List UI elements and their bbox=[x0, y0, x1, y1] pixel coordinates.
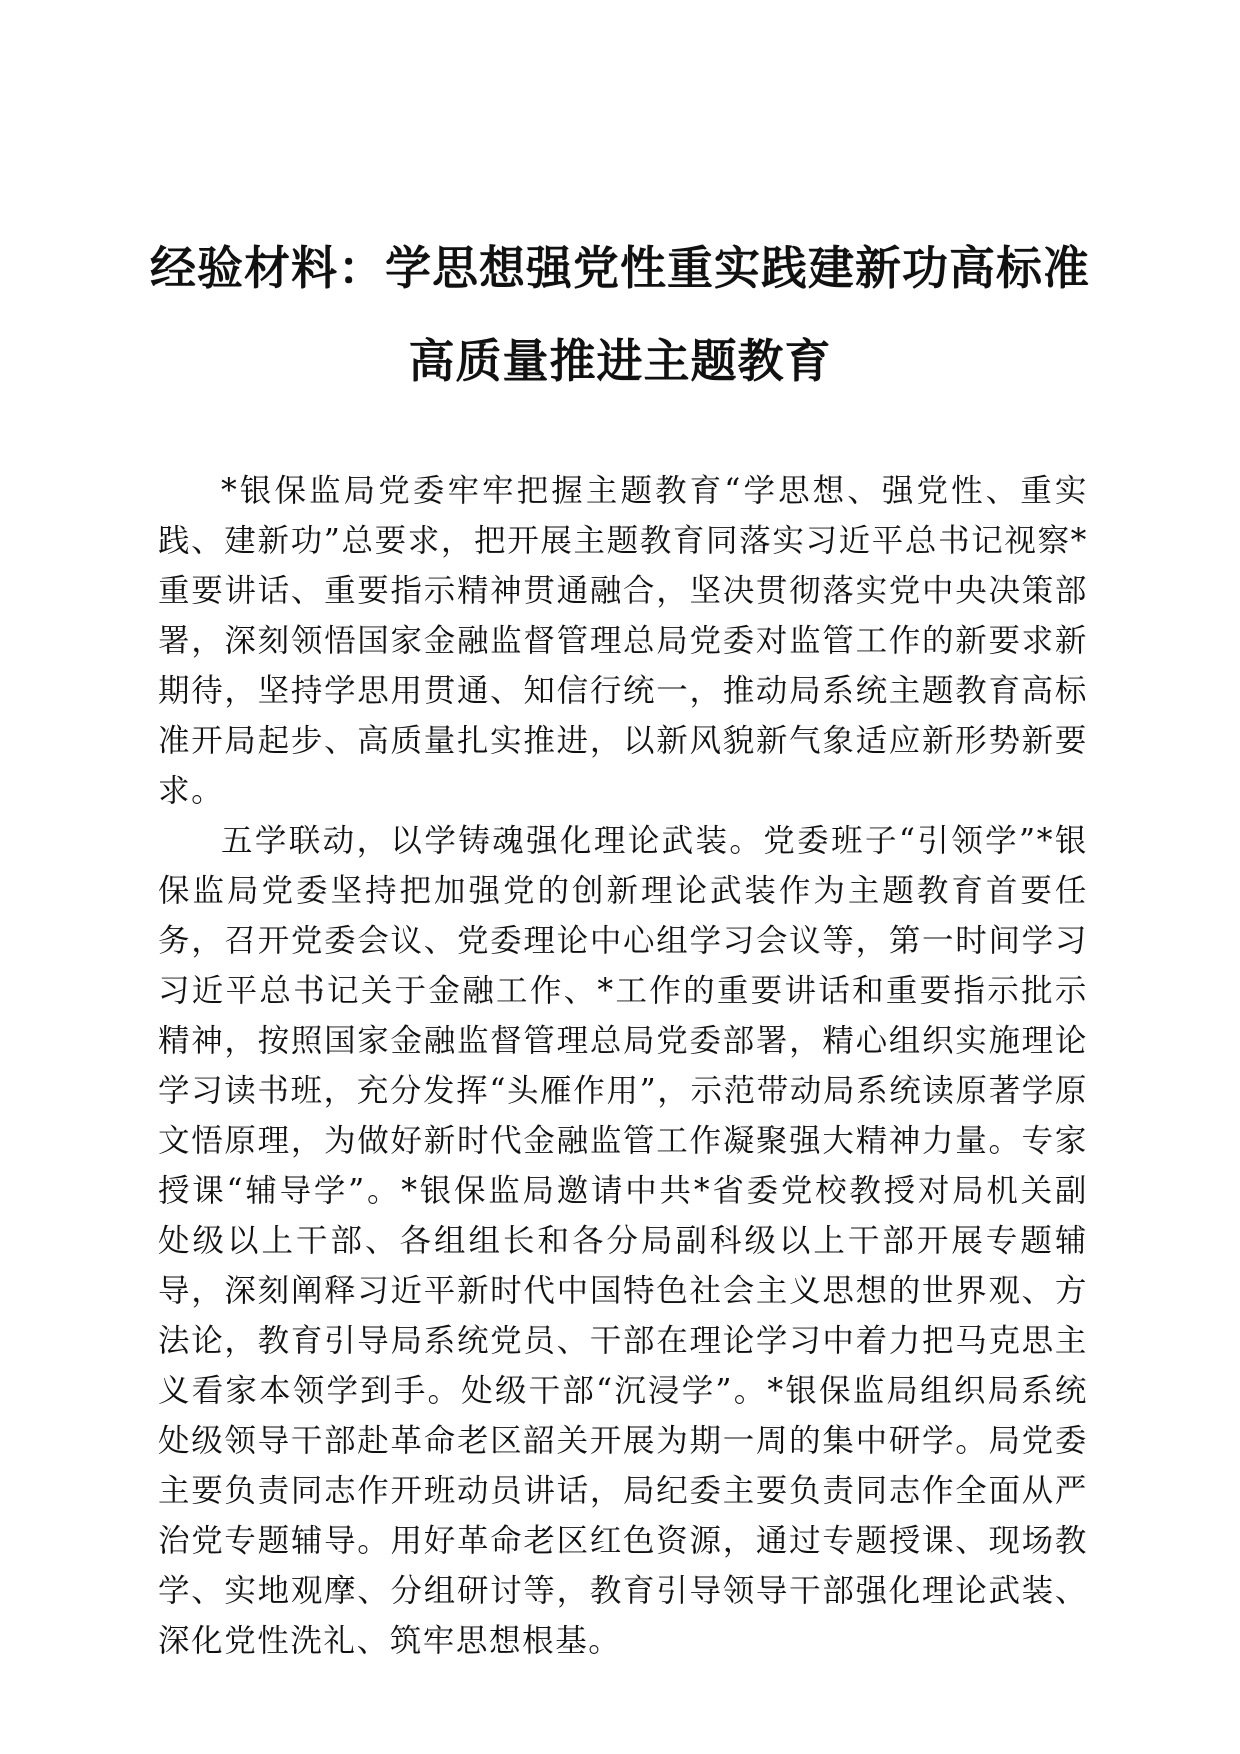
five-learning-paragraph: 五学联动，以学铸魂强化理论武装。党委班子“引领学”*银保监局党委坚持把加强党的创新理论武装作为主题教育首要任务，召开党委会议、党委理论中心组学习会议等，第一时间学习习近平总书记关于金融工作、*工作的重要讲话和重要指示批示精神，按照国家金融监督管理总局党委部署，精心组织实施理论学习读书班，充分发挥“头雁作用”，示范带动局系统读原著学原文悟原理，为做好新时代金融监管工作凝聚强大精神力量。专家授课“辅导学”。*银保监局邀请中共*省委党校教授对局机关副处级以上干部、各组组长和各分局副科级以上干部开展专题辅导，深刻阐释习近平新时代中国特色社会主义思想的世界观、方法论，教育引导局系统党员、干部在理论学习中着力把马克思主义看家本领学到手。处级干部“沉浸学”。*银保监局组织局系统处级领导干部赴革命老区韶关开展为期一周的集中研学。局党委主要负责同志作开班动员讲话，局纪委主要负责同志作全面从严治党专题辅导。用好革命老区红色资源，通过专题授课、现场教学、实地观摩、分组研讨等，教育引导领导干部强化理论武装、深化党性洗礼、筑牢思想根基。 bbox=[158, 823, 1088, 1659]
intro-paragraph: *银保监局党委牢牢把握主题教育“学思想、强党性、重实践、建新功”总要求，把开展主题教育同落实习近平总书记视察*重要讲话、重要指示精神贯通融合，坚决贯彻落实党中央决策部署，深刻领悟国家金融监督管理总局党委对监管工作的新要求新期待，坚持学思用贯通、知信行统一，推动局系统主题教育高标准开局起步、高质量扎实推进，以新风貌新气象适应新形势新要求。 bbox=[158, 473, 1088, 809]
document-title: 经验材料：学思想强党性重实践建新功高标准高质量推进主题教育 bbox=[150, 241, 1090, 388]
document-body bbox=[158, 466, 1088, 1666]
